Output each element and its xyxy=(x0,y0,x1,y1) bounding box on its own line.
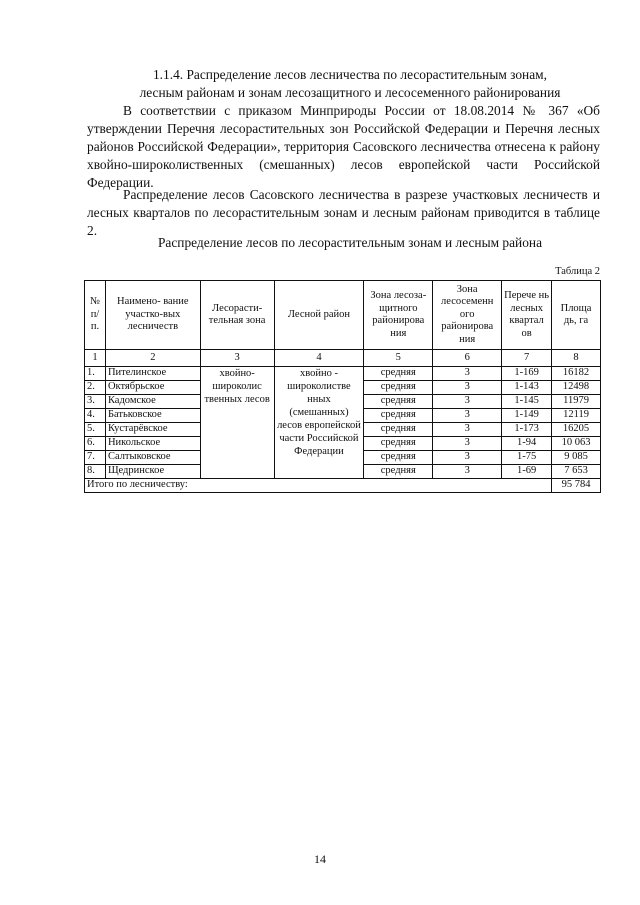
row-number: 6. xyxy=(85,437,106,451)
header-district: Лесной район xyxy=(274,281,364,350)
forest-distribution-table xyxy=(84,280,601,493)
column-number: 3 xyxy=(200,350,274,367)
page-number: 14 xyxy=(314,852,326,866)
header-number: № п/ п. xyxy=(85,281,106,350)
forestry-name: Щедринское xyxy=(105,465,200,479)
protection-zone: средняя xyxy=(364,423,433,437)
table-caption: Распределение лесов по лесорастительным зонам и лесным района xyxy=(157,235,543,250)
quarters-range: 1-145 xyxy=(502,395,552,409)
column-number: 4 xyxy=(274,350,364,367)
row-number: 2. xyxy=(85,381,106,395)
protection-zone: средняя xyxy=(364,409,433,423)
forestry-name: Кустарёвское xyxy=(105,423,200,437)
protection-zone: средняя xyxy=(364,437,433,451)
area-value: 16182 xyxy=(552,367,601,381)
seed-zone: 3 xyxy=(433,437,502,451)
quarters-range: 1-94 xyxy=(502,437,552,451)
protection-zone: средняя xyxy=(364,465,433,479)
header-seed-zone: Зона лесосеменн ого районирова ния xyxy=(433,281,502,350)
area-value: 7 653 xyxy=(552,465,601,479)
quarters-range: 1-173 xyxy=(502,423,552,437)
protection-zone: средняя xyxy=(364,367,433,381)
quarters-range: 1-143 xyxy=(502,381,552,395)
seed-zone: 3 xyxy=(433,395,502,409)
header-name: Наимено- вание участко-вых лесничеств xyxy=(105,281,200,350)
header-zone: Лесорасти- тельная зона xyxy=(200,281,274,350)
seed-zone: 3 xyxy=(433,381,502,395)
column-number: 6 xyxy=(433,350,502,367)
area-value: 10 063 xyxy=(552,437,601,451)
area-value: 12498 xyxy=(552,381,601,395)
total-label: Итого по лесничеству: xyxy=(85,479,552,493)
row-number: 5. xyxy=(85,423,106,437)
forestry-name: Кадомское xyxy=(105,395,200,409)
table-row xyxy=(85,367,601,381)
header-area: Площа дь, га xyxy=(552,281,601,350)
forest-zone-cell: хвойно- широколис твенных лесов xyxy=(200,367,274,479)
seed-zone: 3 xyxy=(433,409,502,423)
forestry-name: Никольское xyxy=(105,437,200,451)
column-number: 2 xyxy=(105,350,200,367)
quarters-range: 1-75 xyxy=(502,451,552,465)
area-value: 16205 xyxy=(552,423,601,437)
forestry-name: Батьковское xyxy=(105,409,200,423)
seed-zone: 3 xyxy=(433,423,502,437)
row-number: 3. xyxy=(85,395,106,409)
table-label: Таблица 2 xyxy=(555,266,600,277)
protection-zone: средняя xyxy=(364,395,433,409)
row-number: 1. xyxy=(85,367,106,381)
column-number-row xyxy=(85,350,601,367)
quarters-range: 1-169 xyxy=(502,367,552,381)
protection-zone: средняя xyxy=(364,451,433,465)
forestry-name: Салтыковское xyxy=(105,451,200,465)
column-number: 5 xyxy=(364,350,433,367)
seed-zone: 3 xyxy=(433,465,502,479)
seed-zone: 3 xyxy=(433,367,502,381)
table-total-row xyxy=(85,479,601,493)
section-heading-line-2: лесным районам и зонам лесозащитного и лесосеменного районирования xyxy=(139,85,561,100)
section-heading xyxy=(100,66,600,102)
forest-district-cell: хвойно - широколистве нных (смешанных) лесов европейской части Российской Федерации xyxy=(274,367,364,479)
forestry-name: Пителинское xyxy=(105,367,200,381)
paragraph-table-intro xyxy=(87,186,600,240)
column-number: 1 xyxy=(85,350,106,367)
total-area: 95 784 xyxy=(552,479,601,493)
area-value: 11979 xyxy=(552,395,601,409)
header-protection-zone: Зона лесоза- щитного районирова ния xyxy=(364,281,433,350)
section-heading-line-1: 1.1.4. Распределение лесов лесничества по лесорастительным зонам, xyxy=(152,67,547,82)
header-quarters: Перече нь лесных квартал ов xyxy=(502,281,552,350)
area-value: 9 085 xyxy=(552,451,601,465)
paragraph-1-text: В соответствии с приказом Минприроды России от 18.08.2014 № 367 «Об утверждении Перечня лесорастительных зон Российской Федерации и Перечня лесных районов Российской Федерации», территория Сасовского лесничества отнесена к району хвойно-широколиственных (смешанных) лесов европейской части Российской Федерации. xyxy=(87,103,600,190)
area-value: 12119 xyxy=(552,409,601,423)
column-number: 8 xyxy=(552,350,601,367)
paragraph-2-text: Распределение лесов Сасовского лесничества в разрезе участковых лесничеств и лесных кварталов по лесорастительным зонам и лесным районам приводится в таблице 2. xyxy=(87,187,600,238)
paragraph-order-reference xyxy=(87,102,600,192)
row-number: 7. xyxy=(85,451,106,465)
column-number: 7 xyxy=(502,350,552,367)
seed-zone: 3 xyxy=(433,451,502,465)
quarters-range: 1-69 xyxy=(502,465,552,479)
quarters-range: 1-149 xyxy=(502,409,552,423)
forestry-name: Октябрьское xyxy=(105,381,200,395)
row-number: 4. xyxy=(85,409,106,423)
table-header-row xyxy=(85,281,601,350)
protection-zone: средняя xyxy=(364,381,433,395)
row-number: 8. xyxy=(85,465,106,479)
